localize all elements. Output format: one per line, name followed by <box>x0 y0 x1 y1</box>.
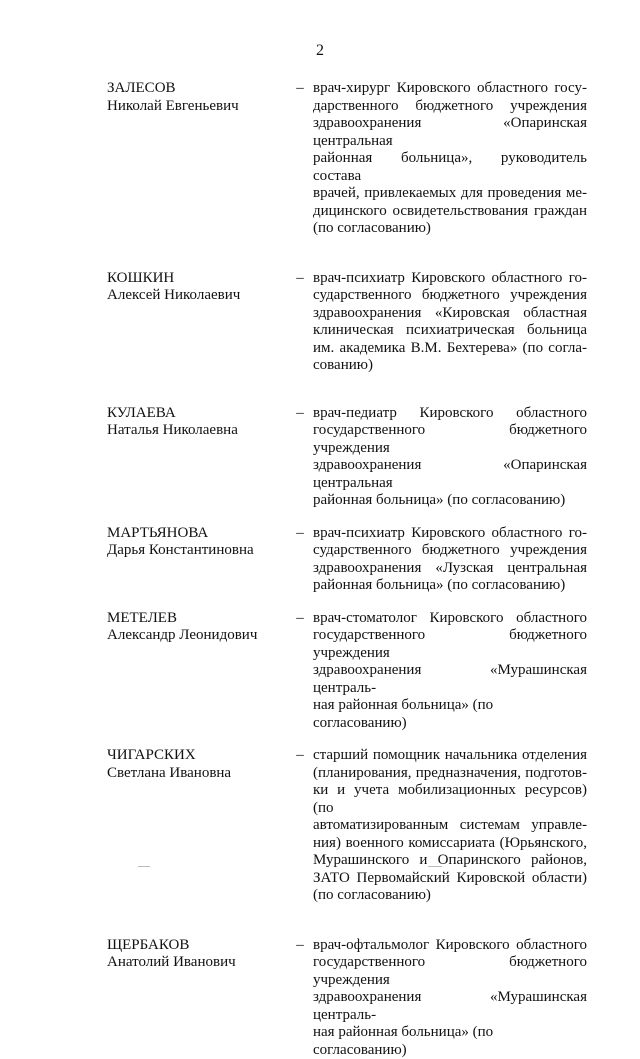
dash-separator: – <box>287 270 313 375</box>
member-entry-koshkin <box>107 270 587 375</box>
member-surname: МАРТЬЯНОВА <box>107 525 287 543</box>
role-line: государственного бюджетного учреждения <box>313 954 587 989</box>
member-role <box>313 610 587 733</box>
role-line: автоматизированным системам управле- <box>313 817 587 835</box>
role-line: (по согласованию) <box>313 220 587 238</box>
role-line: старший помощник начальника отделения <box>313 747 587 765</box>
page-number: 2 <box>0 42 640 60</box>
member-name <box>107 610 287 733</box>
dash-separator: – <box>287 525 313 595</box>
dash-separator: – <box>287 405 313 510</box>
member-entry-chigarskikh <box>107 747 587 905</box>
role-line: врач-психиатр Кировского областного го- <box>313 270 587 288</box>
role-line: сударственного бюджетного учреждения <box>313 287 587 305</box>
member-entry-shcherbakov <box>107 937 587 1059</box>
member-role <box>313 405 587 510</box>
role-line: здравоохранения «Лузская центральная <box>313 560 587 578</box>
role-line: здравоохранения «Мурашинская централь- <box>313 662 587 697</box>
dash-separator: – <box>287 937 313 1059</box>
role-line: врач-хирург Кировского областного госу- <box>313 80 587 98</box>
role-line: государственного бюджетного учреждения <box>313 627 587 662</box>
role-line: здравоохранения «Опаринская центральная <box>313 457 587 492</box>
member-name <box>107 747 287 905</box>
role-line: дицинского освидетельствования граждан <box>313 203 587 221</box>
role-line: государственного бюджетного учреждения <box>313 422 587 457</box>
member-name <box>107 270 287 375</box>
role-line: Мурашинского и Опаринского районов, <box>313 852 587 870</box>
role-line: сударственного бюджетного учреждения <box>313 542 587 560</box>
role-line: врачей, привлекаемых для проведения ме- <box>313 185 587 203</box>
scan-artifact-mark <box>428 866 442 867</box>
member-role <box>313 270 587 375</box>
member-entry-kulaeva <box>107 405 587 510</box>
member-role <box>313 747 587 905</box>
scan-artifact-mark <box>138 866 150 867</box>
member-surname: ЧИГАРСКИХ <box>107 747 287 765</box>
role-line: (планирования, предназначения, подготов- <box>313 765 587 783</box>
role-line: здравоохранения «Мурашинская централь- <box>313 989 587 1024</box>
role-line: ная районная больница» (по согласованию) <box>313 697 587 732</box>
role-line: клиническая психиатрическая больница <box>313 322 587 340</box>
member-surname: КОШКИН <box>107 270 287 288</box>
role-line: врач-педиатр Кировского областного <box>313 405 587 423</box>
member-name <box>107 405 287 510</box>
role-line: врач-стоматолог Кировского областного <box>313 610 587 628</box>
dash-separator: – <box>287 610 313 733</box>
member-given-name: Анатолий Иванович <box>107 954 287 972</box>
role-line: врач-психиатр Кировского областного го- <box>313 525 587 543</box>
role-line: районная больница» (по согласованию) <box>313 577 587 595</box>
member-given-name: Николай Евгеньевич <box>107 98 287 116</box>
member-surname: КУЛАЕВА <box>107 405 287 423</box>
role-line: сованию) <box>313 357 587 375</box>
role-line: ки и учета мобилизационных ресурсов) (по <box>313 782 587 817</box>
member-name <box>107 80 287 238</box>
member-role <box>313 937 587 1059</box>
member-given-name: Светлана Ивановна <box>107 765 287 783</box>
role-line: дарственного бюджетного учреждения <box>313 98 587 116</box>
role-line: здравоохранения «Опаринская центральная <box>313 115 587 150</box>
role-line: врач-офтальмолог Кировского областного <box>313 937 587 955</box>
member-surname: ЗАЛЕСОВ <box>107 80 287 98</box>
role-line: ния) военного комиссариата (Юрьянского, <box>313 835 587 853</box>
member-role <box>313 525 587 595</box>
member-given-name: Дарья Константиновна <box>107 542 287 560</box>
member-role <box>313 80 587 238</box>
member-given-name: Наталья Николаевна <box>107 422 287 440</box>
role-line: им. академика В.М. Бехтерева» (по согла- <box>313 340 587 358</box>
member-surname: ЩЕРБАКОВ <box>107 937 287 955</box>
role-line: здравоохранения «Кировская областная <box>313 305 587 323</box>
member-entry-zalesov <box>107 80 587 238</box>
member-name <box>107 525 287 595</box>
member-given-name: Александр Леонидович <box>107 627 287 645</box>
member-given-name: Алексей Николаевич <box>107 287 287 305</box>
member-surname: МЕТЕЛЕВ <box>107 610 287 628</box>
member-entry-martyanova <box>107 525 587 595</box>
member-entry-metelev <box>107 610 587 733</box>
dash-separator: – <box>287 747 313 905</box>
commission-members-list <box>107 80 587 1059</box>
role-line: районная больница» (по согласованию) <box>313 492 587 510</box>
role-line: ная районная больница» (по согласованию) <box>313 1024 587 1059</box>
role-line: районная больница», руководитель состава <box>313 150 587 185</box>
dash-separator: – <box>287 80 313 238</box>
role-line: (по согласованию) <box>313 887 587 905</box>
member-name <box>107 937 287 1059</box>
role-line: ЗАТО Первомайский Кировской области) <box>313 870 587 888</box>
